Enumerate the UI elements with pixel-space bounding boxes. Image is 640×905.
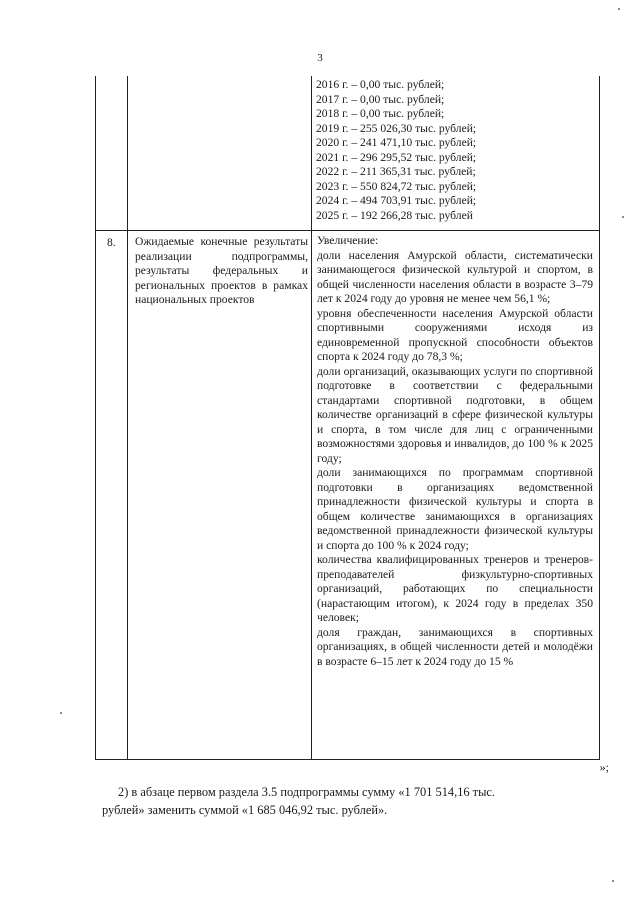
funding-by-year <box>316 78 596 223</box>
scan-speck <box>612 880 614 882</box>
table-border-bottom <box>95 759 600 760</box>
table-border-col1 <box>127 76 128 760</box>
closing-quote: »; <box>599 760 609 774</box>
funding-line: 2018 г. – 0,00 тыс. рублей; <box>316 107 445 120</box>
scan-speck <box>622 216 624 218</box>
funding-line: 2024 г. – 494 703,91 тыс. рублей; <box>316 194 477 207</box>
table-row-divider <box>95 230 600 231</box>
funding-line: 2016 г. – 0,00 тыс. рублей; <box>316 78 445 91</box>
goals-intro: Увеличение: <box>317 234 379 247</box>
funding-line: 2017 г. – 0,00 тыс. рублей; <box>316 92 445 106</box>
table-border-col2 <box>311 76 312 760</box>
scan-speck <box>618 8 620 10</box>
funding-line: 2019 г. – 255 026,30 тыс. рублей; <box>316 121 477 135</box>
table-border-right <box>599 76 600 760</box>
funding-line: 2025 г. – 192 266,28 тыс. рублей <box>316 208 473 222</box>
page-number: 3 <box>317 52 323 64</box>
goal-item: доли населения Амурской области, систематически занимающегося физической культурой и спортом, в общей численности населения области в возрасте 3–79 лет к 2024 году до уровня не менее чем 56,1 %; <box>317 248 593 305</box>
row-number: 8. <box>107 236 116 249</box>
row-title: Ожидаемые конечные результаты реализации подпрограммы, результаты федеральных и региональных проектов в рамках национальных проектов <box>135 235 308 306</box>
goal-item: доли занимающихся по программам спортивной подготовки в организациях ведомственной принадлежности физической культуры и спорта в общем количестве занимающихся в организациях ведомственной принадлежности физической культуры и спорта до 100 % к 2024 году; <box>317 466 593 552</box>
funding-line: 2022 г. – 211 365,31 тыс. рублей; <box>316 165 476 178</box>
expected-results <box>317 234 593 669</box>
amendment-paragraph-line2: рублей» заменить суммой «1 685 046,92 тыс. рублей». <box>102 803 388 817</box>
table-border-left <box>95 76 96 760</box>
goal-item: количества квалифицированных тренеров и тренеров-преподавателей физкультурно-спортивных организаций, работающих по специальности (нарастающим итогом), к 2024 году в пределах 350 человек; <box>317 553 593 624</box>
funding-line: 2020 г. – 241 471,10 тыс. рублей; <box>316 136 477 149</box>
goal-item: доли организаций, оказывающих услуги по спортивной подготовке в соответствии с федеральными стандартами спортивной подготовки, в общем количестве организаций в сфере физической культуры и спорта, в том числе для лиц с ограниченными возможностями здоровья и инвалидов, до 100 % к 2025 году; <box>317 364 593 465</box>
goal-item: уровня обеспеченности населения Амурской области спортивными сооружениями исходя из единовременной пропускной способности объектов спорта к 2024 году до 78,3 %; <box>317 306 593 363</box>
funding-line: 2023 г. – 550 824,72 тыс. рублей; <box>316 179 477 193</box>
funding-line: 2021 г. – 296 295,52 тыс. рублей; <box>316 150 477 164</box>
amendment-paragraph-line1: 2) в абзаце первом раздела 3.5 подпрограммы сумму «1 701 514,16 тыс. <box>118 785 496 799</box>
program-table <box>95 76 600 760</box>
goal-item: доля граждан, занимающихся в спортивных организациях, в общей численности детей и молодёжи в возрасте 6–15 лет к 2024 году до 15 % <box>317 625 593 668</box>
scan-speck <box>60 712 62 714</box>
